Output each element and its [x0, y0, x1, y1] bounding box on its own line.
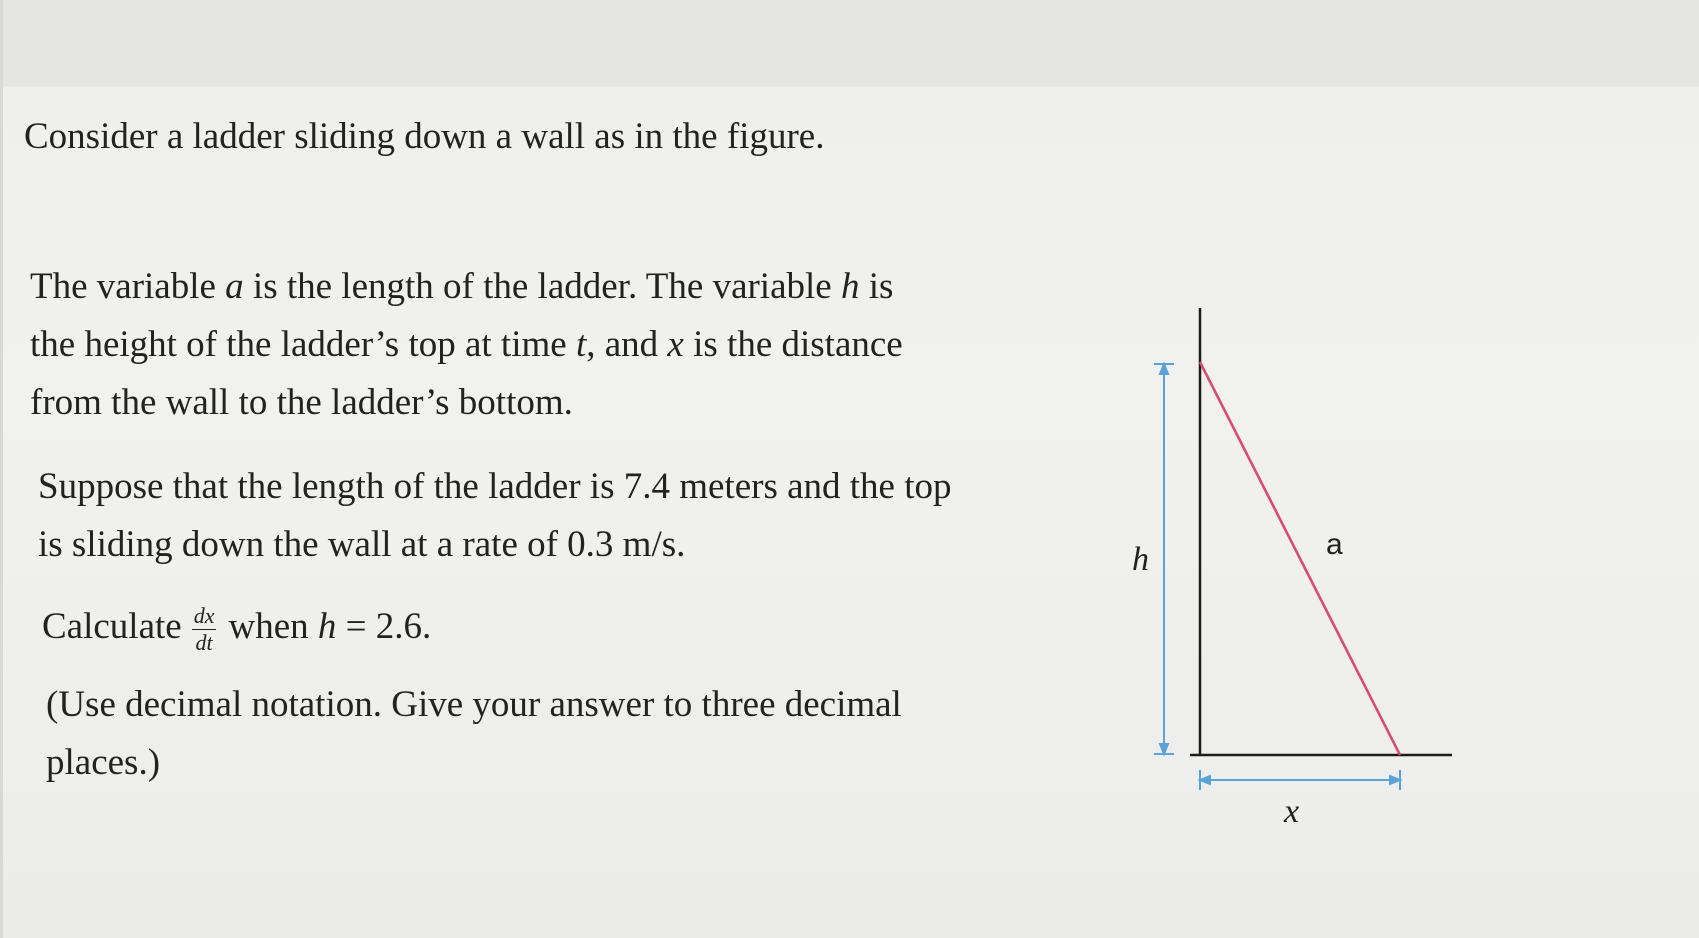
left-edge — [0, 0, 3, 938]
variables-paragraph — [30, 258, 903, 432]
para2-line-2: is sliding down the wall at a rate of 0.3 m/s. — [38, 524, 686, 565]
para1-line-1: The variable a is the length of the ladder. The variable h is — [30, 266, 894, 307]
height-dimension — [1154, 364, 1174, 754]
para2-line-1: Suppose that the length of the ladder is 7.4 meters and the top — [38, 466, 952, 507]
top-band — [0, 0, 1699, 86]
label-a: a — [1326, 528, 1343, 561]
calc-prefix: Calculate — [42, 606, 182, 647]
ladder-line — [1200, 362, 1400, 755]
var-t: t — [575, 324, 587, 365]
calculate-statement — [42, 598, 431, 656]
label-h: h — [1132, 541, 1149, 578]
para3-line-2: places.) — [46, 742, 161, 783]
derivative-fraction — [192, 604, 217, 655]
para1-line-2: the height of the ladder’s top at time t, and x is the distance — [30, 324, 903, 365]
base-dimension — [1200, 770, 1400, 790]
para1-line-3: from the wall to the ladder’s bottom. — [30, 382, 573, 423]
var-a: a — [225, 266, 244, 307]
var-h: h — [840, 266, 860, 307]
given-paragraph — [38, 458, 952, 574]
label-x: x — [1284, 793, 1300, 830]
problem-heading: Consider a ladder sliding down a wall as in the figure. — [24, 116, 825, 157]
instructions-paragraph — [46, 676, 902, 792]
para3-line-1: (Use decimal notation. Give your answer to three decimal — [46, 684, 902, 725]
ladder-figure — [1080, 290, 1460, 850]
var-x: x — [667, 324, 684, 365]
fraction-numerator: dx — [193, 602, 215, 628]
calc-when: when h = 2.6. — [228, 606, 432, 647]
fraction-denominator: dt — [195, 629, 213, 655]
calc-var-h: h — [317, 606, 337, 647]
